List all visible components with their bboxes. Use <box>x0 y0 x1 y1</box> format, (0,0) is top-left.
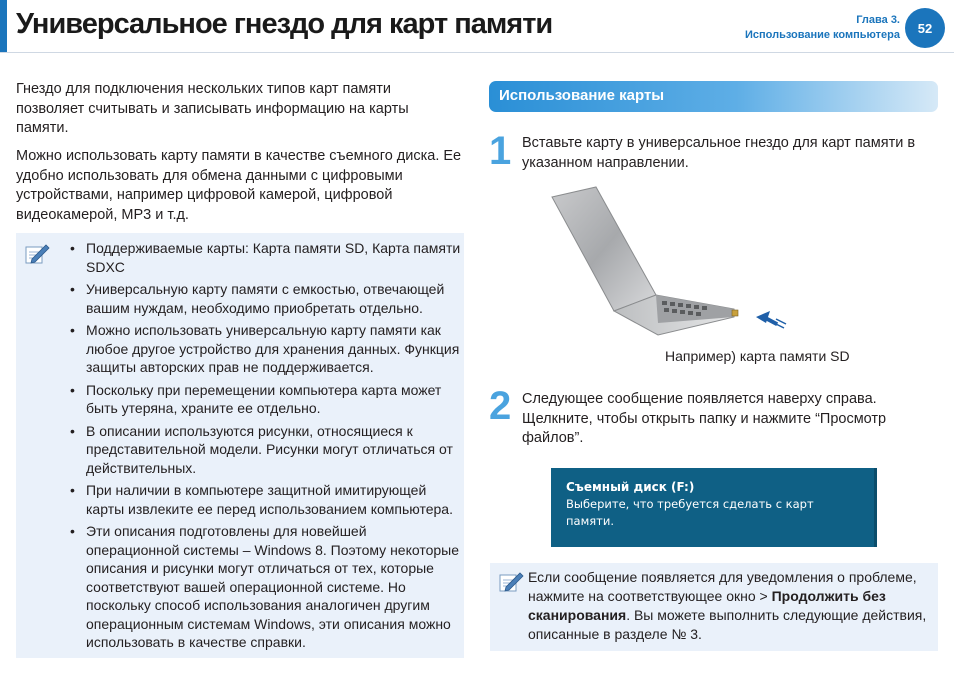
tip-text <box>528 568 933 644</box>
page-title: Универсальное гнездо для карт памяти <box>16 8 553 40</box>
step-1-text: Вставьте карту в универсальное гнездо для карт памяти в указанном направлении. <box>522 135 916 171</box>
tip-text-bold: Продолжить без сканирования <box>528 588 886 623</box>
tip-text-end: . Вы можете выполнить следующие действия, описанные в разделе № 3. <box>528 607 927 642</box>
header-divider <box>0 52 954 53</box>
title-accent-bar <box>0 0 7 52</box>
note-item: • Эти описания подготовлены для новейшей операционной системы – Windows 8. Поэтому некоторые описания и рисунки могут отличаться от тех, которые соответствуют вашей операционной системе. Но поскольку способ использования аналогичен другим операционным системам Windows, эти описания можно использовать в качестве справки. <box>70 522 462 652</box>
note-pencil-icon <box>498 569 524 595</box>
note-item: • При наличии в компьютере защитной имитирующей карты извлеките ее перед использованием компьютера. <box>70 481 462 518</box>
note-item: • Универсальную карту памяти с емкостью, отвечающей вашим нуждам, необходимо приобретать отдельно. <box>70 280 462 317</box>
removable-disk-notification[interactable] <box>551 468 877 547</box>
chapter-label <box>745 13 900 43</box>
notification-title: Съемный диск (F:) <box>566 480 695 494</box>
tip-box <box>490 563 938 651</box>
notification-body: Выберите, что требуется сделать с карт памяти. <box>566 497 814 528</box>
notes-box <box>16 233 464 658</box>
step-2-number: 2 <box>489 384 512 428</box>
tip-text-start: Если сообщение появляется для уведомления о проблеме, нажмите на соответствующее окно > <box>528 569 917 604</box>
laptop-illustration <box>538 183 808 353</box>
chapter-title: Использование компьютера <box>744 29 900 41</box>
page-number-badge: 52 <box>905 8 945 48</box>
notes-list <box>70 239 462 656</box>
intro-paragraph-1: Гнездо для подключения нескольких типов карт памяти позволяет считывать и записывать информацию на карты памяти. <box>16 81 409 136</box>
step-1-number: 1 <box>489 129 512 173</box>
intro-paragraph-2: Можно использовать карту памяти в качестве съемного диска. Ее удобно использовать для обмена данными с цифровыми устройствами, например цифровой камерой, цифровой видеокамерой, MP3 и т.д. <box>16 148 462 223</box>
chapter-number: Глава 3. <box>856 14 900 26</box>
section-heading: Использование карты <box>489 81 938 112</box>
image-caption: Например) карта памяти SD <box>665 348 850 364</box>
note-item: • Поскольку при перемещении компьютера карта может быть утеряна, храните ее отдельно. <box>70 381 462 418</box>
step-2-text: Следующее сообщение появляется наверху справа. Щелкните, чтобы открыть папку и нажмите “Просмотр файлов”. <box>522 391 887 446</box>
page-header <box>0 0 954 52</box>
note-item: • В описании используются рисунки, относящиеся к представительной модели. Рисунки могут отличаться от действительных. <box>70 422 462 478</box>
note-item: • Поддерживаемые карты: Карта памяти SD, Карта памяти SDXC <box>70 239 462 276</box>
note-pencil-icon <box>24 241 50 267</box>
note-item: • Можно использовать универсальную карту памяти как любое другое устройство для хранения данных. Функция защиты авторских прав не поддерживается. <box>70 321 462 377</box>
